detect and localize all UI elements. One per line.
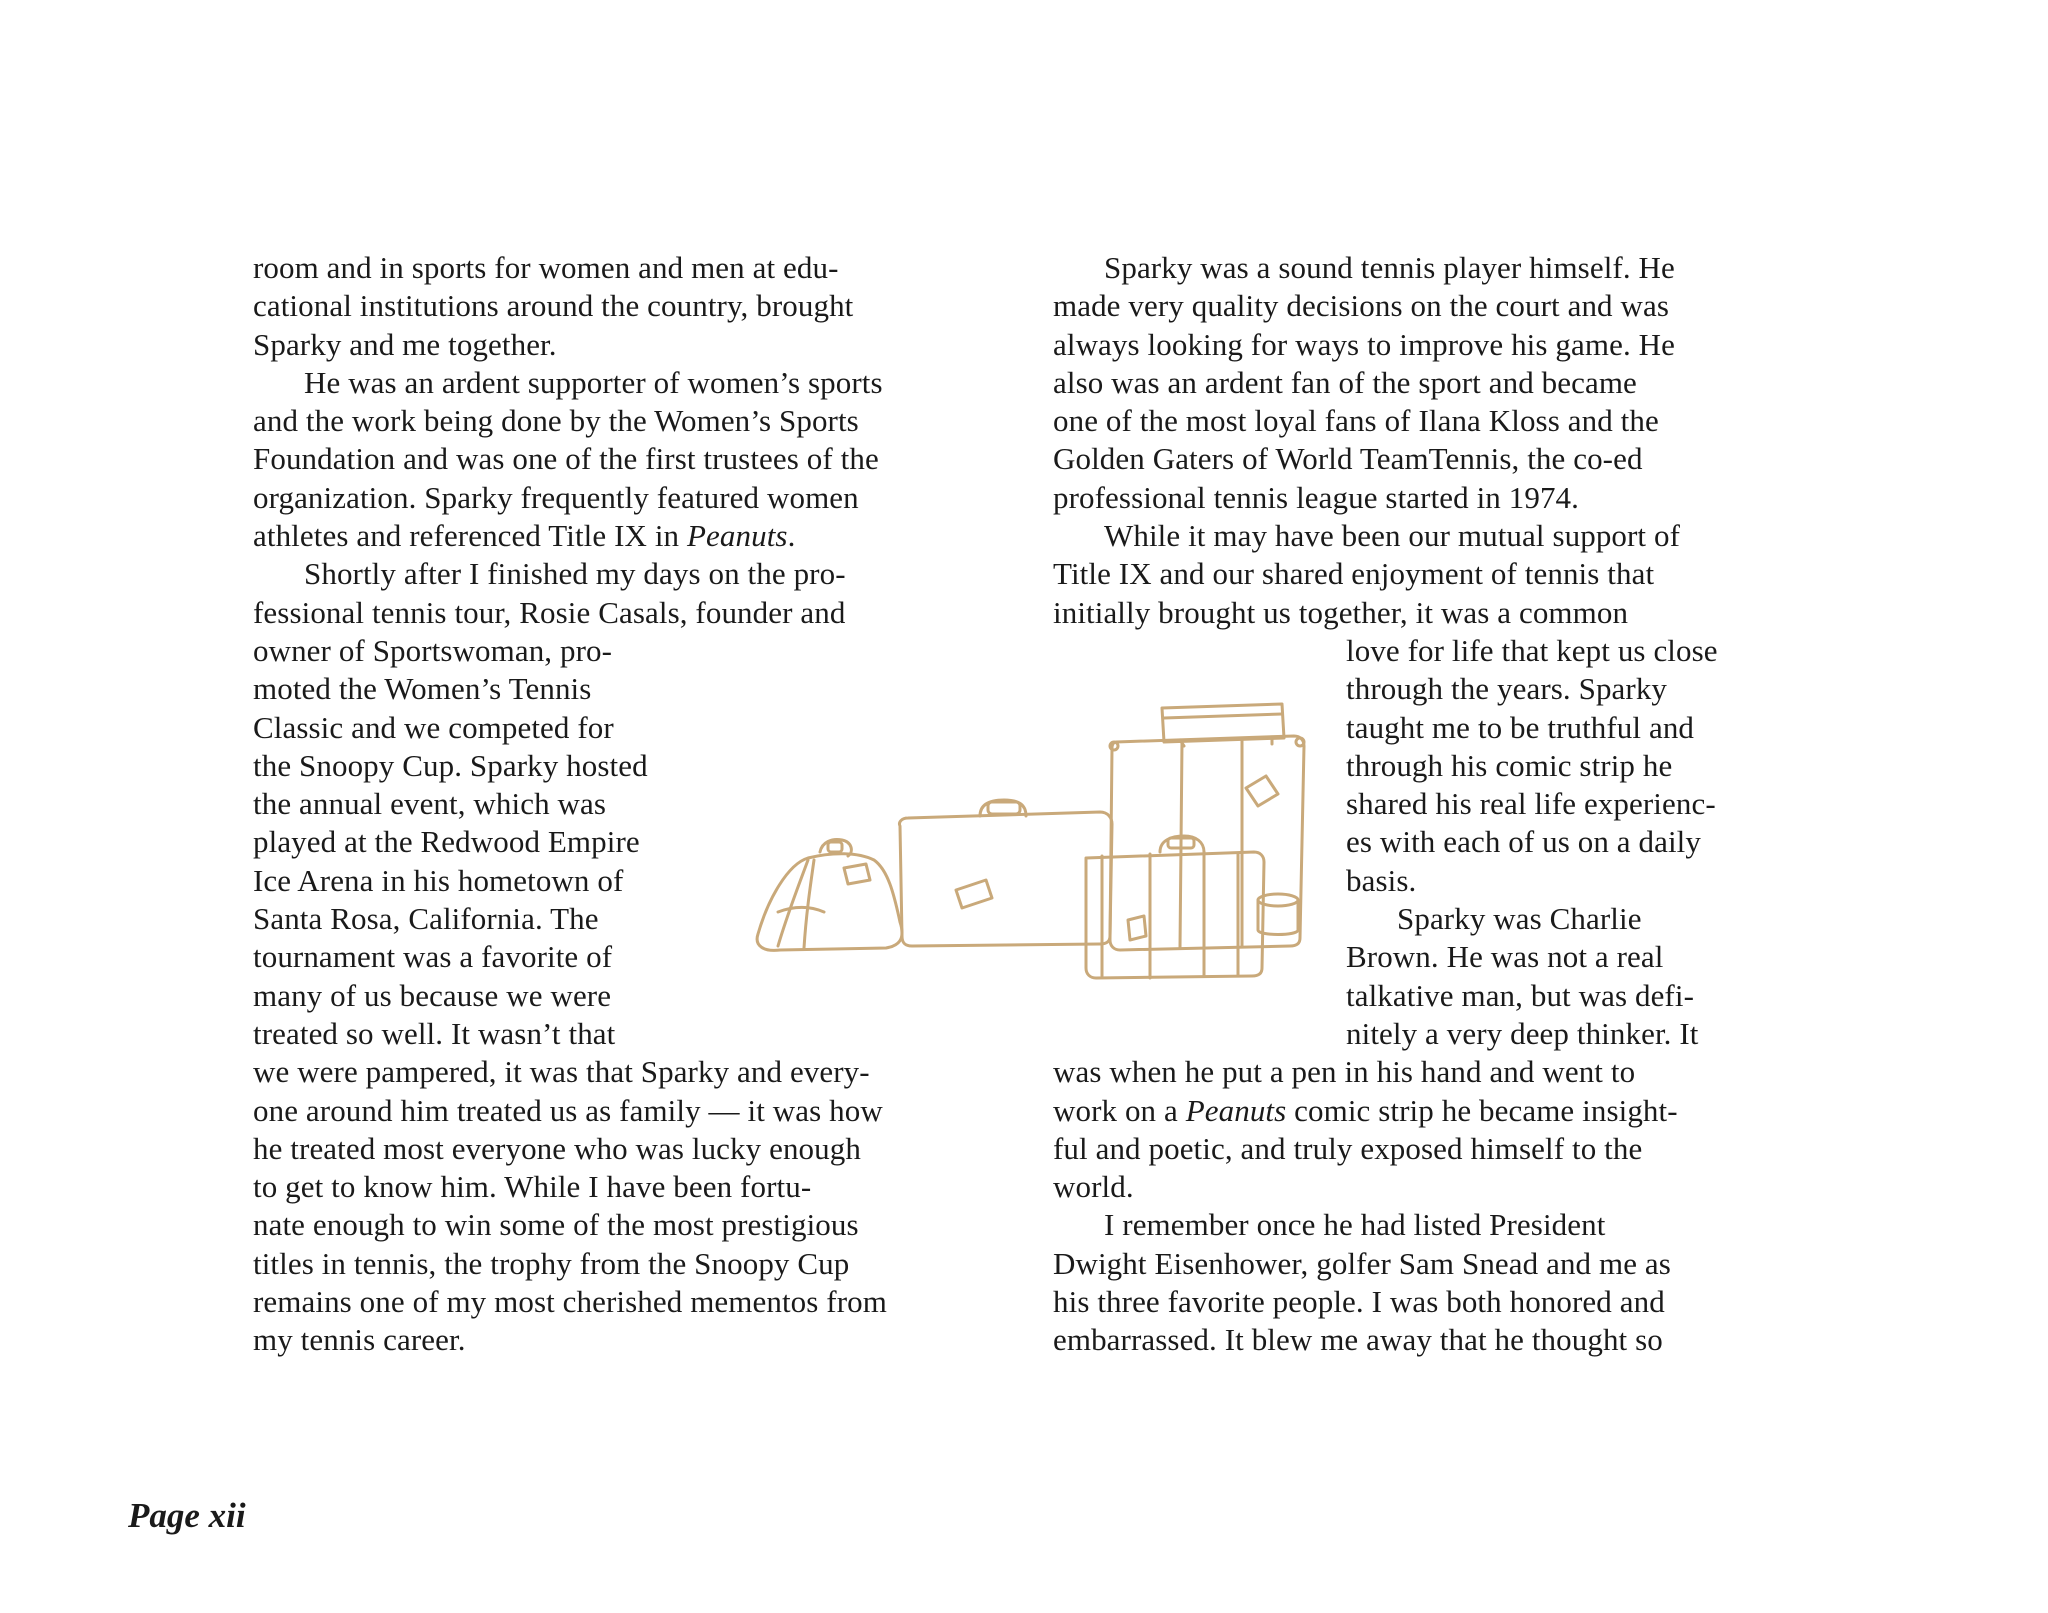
text-line: basis. (1346, 862, 1417, 898)
text-line (253, 517, 1023, 555)
suitcase-icon (899, 800, 1112, 946)
text-line: the Snoopy Cup. Sparky hosted (253, 747, 648, 783)
text-line: Dwight Eisenhower, golfer Sam Snead and me as (1053, 1245, 1671, 1281)
text-line: and the work being done by the Women’s Sports (253, 403, 859, 439)
text-line: owner of Sportswoman, pro- (253, 632, 613, 668)
text-line: nate enough to win some of the most prestigious (253, 1207, 859, 1243)
text-line: organization. Sparky frequently featured women (253, 479, 859, 515)
text-line: Golden Gaters of World TeamTennis, the co-ed (1053, 441, 1643, 477)
text-line: one of the most loyal fans of Ilana Kloss and the (1053, 403, 1659, 439)
text-run: work on a (1053, 1092, 1186, 1128)
text-line: embarrassed. It blew me away that he thought so (1053, 1322, 1663, 1358)
text-line: made very quality decisions on the court and was (1053, 288, 1670, 324)
text-line: one around him treated us as family — it was how (253, 1092, 883, 1128)
text-line: Brown. He was not a real (1346, 939, 1664, 975)
text-line: treated so well. It wasn’t that (253, 1015, 616, 1051)
text-line: was when he put a pen in his hand and went to (1053, 1054, 1636, 1090)
text-line: Sparky was Charlie (1397, 901, 1642, 937)
text-line: Foundation and was one of the first trustees of the (253, 441, 879, 477)
text-line: talkative man, but was defi- (1346, 977, 1694, 1013)
text-run: comic strip he became insight- (1286, 1092, 1678, 1128)
text-line: Sparky was a sound tennis player himself. He (1104, 250, 1675, 285)
text-line: taught me to be truthful and (1346, 709, 1695, 745)
duffel-bag-icon (757, 840, 902, 951)
text-line: Classic and we competed for (253, 709, 614, 745)
text-line: played at the Redwood Empire (253, 824, 640, 860)
text-run: . (787, 518, 796, 554)
text-line: nitely a very deep thinker. It (1346, 1015, 1699, 1051)
luggage-illustration-icon (748, 684, 1316, 980)
text-line: titles in tennis, the trophy from the Snoopy Cup (253, 1245, 850, 1281)
text-line: Sparky and me together. (253, 326, 557, 362)
small-suitcase-icon (1086, 836, 1264, 978)
text-line: initially brought us together, it was a common (1053, 594, 1629, 630)
text-line: through the years. Sparky (1346, 671, 1668, 707)
page-number: Page xii (128, 1496, 246, 1535)
italic-title: Peanuts (1185, 1092, 1287, 1128)
text-line: moted the Women’s Tennis (253, 671, 592, 707)
text-line: I remember once he had listed President (1104, 1207, 1606, 1243)
text-line (1053, 1092, 1813, 1130)
text-line: also was an ardent fan of the sport and became (1053, 364, 1637, 400)
text-line: many of us because we were (253, 977, 612, 1013)
text-line: shared his real life experienc- (1346, 786, 1716, 822)
text-line: he treated most everyone who was lucky enough (253, 1130, 861, 1166)
text-line: remains one of my most cherished mementos from (253, 1284, 887, 1320)
text-line: his three favorite people. I was both honored and (1053, 1284, 1665, 1320)
text-line: we were pampered, it was that Sparky and every- (253, 1054, 870, 1090)
text-line: ful and poetic, and truly exposed himself to the (1053, 1130, 1643, 1166)
text-line: my tennis career. (253, 1322, 466, 1358)
text-run: athletes and referenced Title IX in (253, 518, 688, 554)
text-line: tournament was a favorite of (253, 939, 613, 975)
text-line: cational institutions around the country, brought (253, 288, 854, 324)
text-line: Shortly after I finished my days on the pro- (304, 556, 846, 592)
text-line: Ice Arena in his hometown of (253, 862, 624, 898)
text-line: While it may have been our mutual support of (1104, 518, 1681, 554)
text-line: fessional tennis tour, Rosie Casals, founder and (253, 594, 846, 630)
text-line: professional tennis league started in 1974. (1053, 479, 1580, 515)
steamer-trunk-icon (1110, 704, 1304, 950)
text-line: es with each of us on a daily (1346, 824, 1701, 860)
text-line: love for life that kept us close (1346, 632, 1718, 668)
text-line: room and in sports for women and men at edu- (253, 250, 839, 285)
text-line: Santa Rosa, California. The (253, 901, 599, 937)
italic-title: Peanuts (687, 518, 788, 554)
text-line: through his comic strip he (1346, 747, 1673, 783)
text-line: Title IX and our shared enjoyment of tennis that (1053, 556, 1655, 592)
text-line: world. (1053, 1169, 1134, 1205)
text-line: always looking for ways to improve his game. He (1053, 326, 1675, 362)
text-line: to get to know him. While I have been fortu- (253, 1169, 812, 1205)
text-line: He was an ardent supporter of women’s sports (304, 364, 883, 400)
text-line: the annual event, which was (253, 786, 607, 822)
